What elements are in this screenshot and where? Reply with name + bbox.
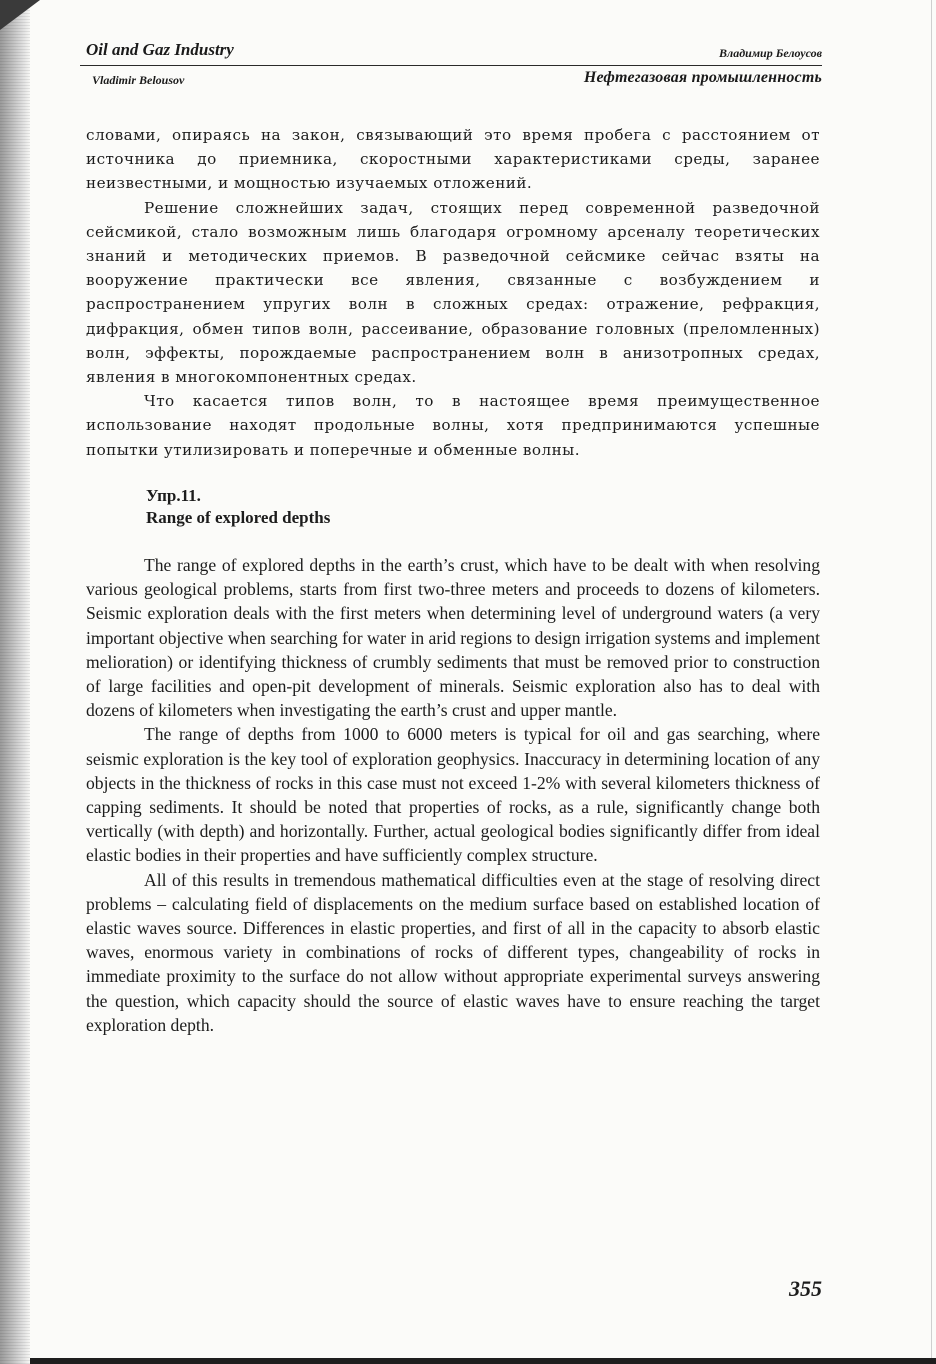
- paragraph-en-3: All of this results in tremendous mathematical difficulties even at the stage of resolving direct problems – calculating field of displacements on the medium surface based on established location of elastic waves source. Differences in elastic properties, and first of all in the capacity to absorb elastic waves, enormous variety in combinations of rocks of different types, changeability of rocks in immediate proximity to the surface do not allow without appropriate experimental surveys answering the question, which capacity should the source of elastic waves have to ensure reaching the target exploration depth.: [86, 869, 820, 1035]
- header-journal-title-en: Oil and Gaz Industry: [86, 40, 234, 59]
- header-author-ru: Владимир Белоусов: [719, 46, 822, 60]
- russian-text-block: [86, 123, 820, 462]
- paragraph-en-2: The range of depths from 1000 to 6000 meters is typical for oil and gas searching, where seismic exploration is the key tool of exploration geophysics. Inaccuracy in determining location of any objects in the thickness of rocks in this case must not exceed 1-2% with several kilometers thickness of capping sediments. It should be noted that properties of rocks, as a rule, significantly change both vertically (with depth) and horizontally. Further, actual geological bodies significantly differ from ideal elastic bodies in their properties and have sufficiently complex structure.: [86, 724, 820, 866]
- scan-corner-shadow: [0, 0, 40, 30]
- header-rule: [80, 65, 822, 66]
- paragraph-ru-2: Решение сложнейших задач, стоящих перед современной разведочной сейсмикой, стало возможным лишь благодаря огромному арсеналу теоретических знаний и методических приемов. В разведочной сейсмике сейчас взяты на вооружение практически все явления, связанные с возбуждением и распространением упругих волн в сложных средах: отражение, рефракция, дифракция, обмен типов волн, рассеивание, образование головных (преломленных) волн, эффекты, порождаемые распространением волн в анизотропных средах, явления в многокомпонентных средах.: [86, 198, 820, 387]
- exercise-number: Упр.11.: [146, 486, 201, 505]
- paragraph-ru-3: Что касается типов волн, то в настоящее время преимущественное использование находят продольные волны, хотя предпринимаются успешные попытки утилизировать и поперечные и обменные волны.: [86, 392, 820, 459]
- english-text-block: [86, 553, 820, 1037]
- paragraph-en-1: The range of explored depths in the earth’s crust, which have to be dealt with when resolving various geological problems, starts from first two-three meters and proceeds to dozens of kilometers. Seismic exploration deals with the first meters when determining level of underground waters (a very important objective when searching for water in arid regions to design irrigation systems and implement melioration) or identifying thickness of crumbly sediments that must be removed prior to construction of large facilities and open-pit development of minerals. Seismic exploration also has to deal with dozens of kilometers when investigating the earth’s crust and upper mantle.: [86, 555, 820, 721]
- page-right-edge: [931, 0, 932, 1364]
- paragraph-ru-1: словами, опираясь на закон, связывающий это время пробега с расстоянием от источника до приемника, скоростными характеристиками среды, заранее неизвестными, и мощностью изучаемых отложений.: [86, 126, 820, 193]
- scan-bottom-edge: [30, 1358, 936, 1364]
- exercise-title: Range of explored depths: [146, 508, 331, 527]
- header-author-en: Vladimir Belousov: [92, 73, 185, 87]
- binding-shadow: [0, 0, 30, 1364]
- header-journal-title-ru: Нефтегазовая промышленность: [583, 69, 822, 86]
- page-number: 355: [789, 1276, 822, 1301]
